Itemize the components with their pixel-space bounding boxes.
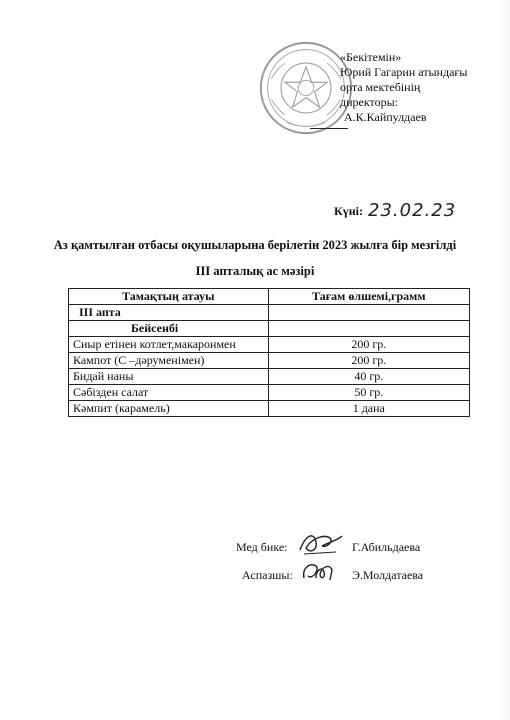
cook-label: Аспазшы: [242, 568, 293, 582]
dish-amount: 50 гр. [268, 385, 469, 401]
director-signature-line [310, 128, 348, 129]
school-name: Юрий Гагарин атындағы [340, 65, 468, 79]
date-value: 23.02.23 [368, 200, 457, 221]
director-name: А.К.Кайпулдаев [344, 110, 427, 124]
dish-name: Кәмпит (карамель) [69, 401, 269, 417]
dish-amount: 40 гр. [268, 369, 469, 385]
dish-name: Бидай наны [69, 369, 269, 385]
school-type: орта мектебінің [340, 80, 421, 94]
dish-name: Кампот (С –дәруменімен) [69, 353, 269, 369]
dish-amount: 200 гр. [268, 353, 469, 369]
scan-edge-shadow [496, 0, 510, 720]
dish-amount: 1 дана [268, 401, 469, 417]
director-label: директоры: [340, 95, 399, 109]
empty-cell [268, 305, 469, 321]
week-label: III апта [69, 305, 269, 321]
table-row [69, 337, 470, 353]
table-row [69, 401, 470, 417]
column-header-amount: Тағам өлшемі,грамм [268, 289, 469, 305]
cook-signature-icon [298, 556, 338, 586]
day-row [69, 321, 470, 337]
approval-heading: «Бекітемін» [340, 50, 402, 64]
week-row [69, 305, 470, 321]
nurse-label: Мед бике: [236, 540, 288, 554]
table-row [69, 385, 470, 401]
day-label: Бейсенбі [69, 321, 269, 337]
date-label: Күні: [334, 204, 363, 218]
table-header-row [69, 289, 470, 305]
cook-name: Э.Молдатаева [352, 568, 424, 582]
approval-block [340, 50, 467, 125]
table-row [69, 369, 470, 385]
dish-name: Сәбізден салат [69, 385, 269, 401]
nurse-name: Г.Абильдаева [352, 540, 421, 554]
dish-amount: 200 гр. [268, 337, 469, 353]
column-header-dish: Тамақтың атауы [69, 289, 269, 305]
document-subtitle: III апталық ас мәзірі [195, 264, 315, 278]
nurse-signature-icon [296, 528, 346, 558]
menu-table [68, 288, 470, 417]
empty-cell [268, 321, 469, 337]
table-row [69, 353, 470, 369]
dish-name: Сиыр етінен котлет,макаронмен [69, 337, 269, 353]
document-title: Аз қамтылған отбасы оқушыларына берілетін 2023 жылға бір мезгілді [53, 238, 457, 252]
